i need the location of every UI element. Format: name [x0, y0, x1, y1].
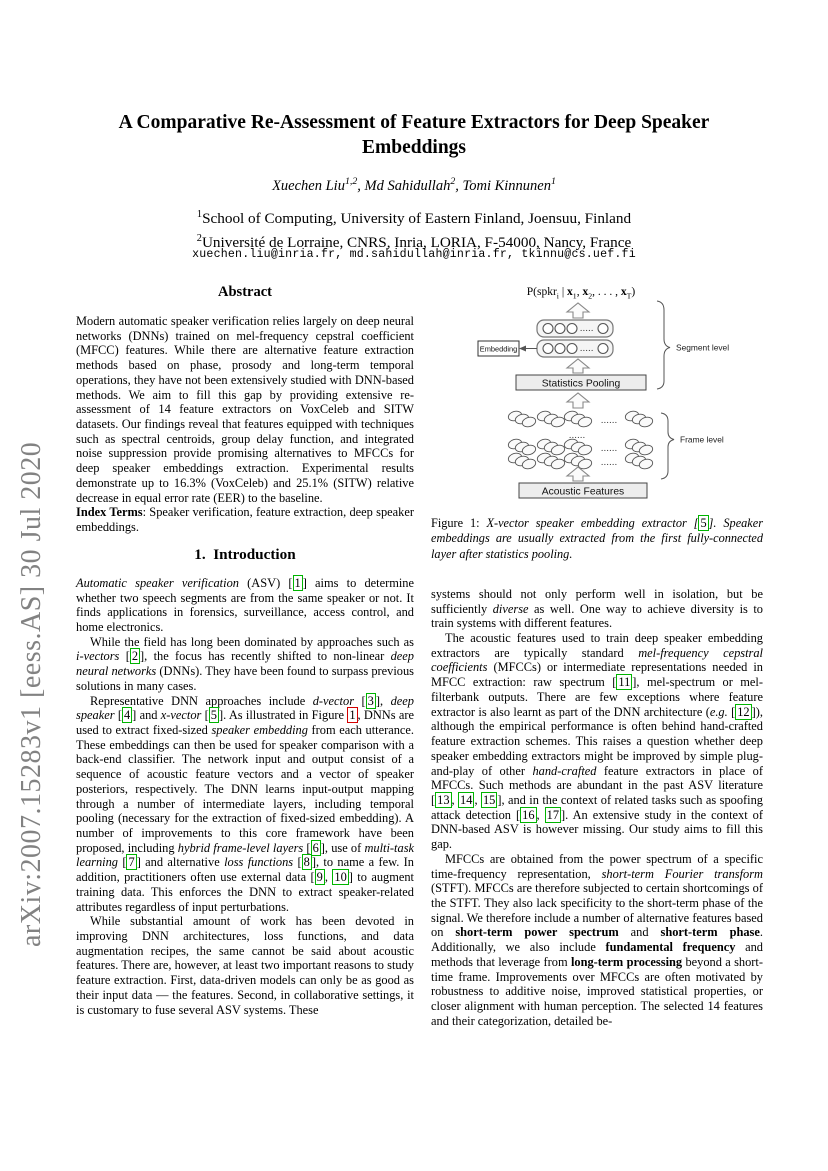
neuron-icon — [567, 344, 577, 354]
text-segment: 1 — [196, 209, 203, 220]
text-segment: e.g. — [709, 704, 728, 719]
text-segment: ], — [375, 693, 391, 708]
text-segment: hand-crafted — [532, 763, 597, 778]
text-segment: , — [324, 870, 333, 885]
text-segment: Automatic speaker verification — [76, 575, 239, 590]
introduction-right-text — [431, 587, 763, 1029]
text-segment: loss functions — [224, 855, 294, 870]
frame-level-label: Frame level — [680, 434, 724, 445]
text-segment: ]. An extensive study in the context of DNN-based ASV is however missing. Our study aims to fill this gap. — [431, 807, 763, 852]
citation-link[interactable]: 12 — [737, 704, 750, 719]
text-segment: x — [582, 286, 589, 298]
paragraph — [76, 914, 414, 1017]
text-segment: short-term phase — [660, 925, 760, 940]
neuron-icon — [543, 344, 553, 354]
text-segment: i-vectors — [76, 649, 120, 664]
paragraph — [76, 505, 414, 534]
text-segment: [ — [118, 855, 127, 870]
text-segment: ]), although the empirical performance is often behind hand-crafted feature extraction schemes. This raises a question whether deep speaker embedding extractors might be improved by simple plug-and-play of other — [431, 704, 763, 778]
text-segment: x — [567, 286, 573, 298]
block-arrow-up-icon — [567, 393, 589, 408]
text-segment: 1 — [572, 291, 577, 301]
text-segment: and — [618, 925, 661, 940]
frame-cluster — [563, 438, 593, 457]
text-segment: ] and — [132, 708, 161, 723]
citation-link[interactable]: 15 — [482, 792, 496, 807]
text-segment: 2 — [450, 176, 456, 187]
text-segment: 1,2 — [344, 176, 358, 187]
right-column — [431, 284, 763, 1028]
xvector-diagram-svg — [431, 284, 764, 508]
text-segment: ], use of — [320, 840, 365, 855]
text-segment: ], the focus has recently shifted to non-linear — [140, 649, 391, 664]
segment-level-brace — [657, 301, 670, 389]
text-segment: [ — [201, 708, 209, 723]
text-segment: P(spkr — [526, 286, 557, 298]
citation-link[interactable]: 3 — [367, 693, 374, 708]
text-segment: [ — [114, 708, 122, 723]
text-segment: While the field has long been dominated by approaches such as — [90, 634, 414, 649]
arxiv-watermark: arXiv:2007.15283v1 [eess.AS] 30 Jul 2020 — [16, 441, 47, 947]
citation-link[interactable]: 13 — [437, 792, 450, 807]
paper-title: A Comparative Re-Assessment of Feature Extractors for Deep Speaker Embeddings — [118, 112, 710, 158]
text-segment: ]. As illustrated in Figure — [219, 708, 348, 723]
section-heading-introduction: 1. Introduction — [194, 545, 296, 563]
neuron-icon — [598, 324, 608, 334]
text-segment: 2 — [588, 291, 593, 301]
citation-link[interactable]: 11 — [618, 675, 631, 690]
arrowhead-left-icon — [519, 346, 526, 352]
citation-link[interactable]: 7 — [128, 855, 135, 870]
text-segment: multi-task learning — [76, 840, 415, 870]
text-segment: X-vector speaker embedding extractor [ — [486, 516, 699, 530]
frame-cluster — [536, 410, 566, 429]
ellipsis-dots: ...... — [601, 415, 618, 425]
neuron-icon — [567, 324, 577, 334]
paragraph — [76, 576, 414, 635]
text-segment: beyond a short-time frame. Improvements over MFCCs are often motivated by robustness to additive noise, improved statistical properties, or closer alignment with human perception. The selected 14 features and their categorization, detailed be- — [431, 954, 763, 1028]
left-column — [76, 284, 414, 1028]
paragraph — [431, 852, 763, 1029]
paragraph — [431, 631, 763, 852]
acoustic-features-label: Acoustic Features — [541, 486, 625, 498]
frame-cluster — [563, 410, 593, 429]
neuron-icon — [555, 324, 565, 334]
frame-cluster — [507, 438, 537, 457]
ellipsis-dots: ...... — [601, 443, 618, 453]
ellipsis-dots: ..... — [580, 323, 594, 333]
text-segment: hybrid frame-level layers — [177, 840, 304, 855]
text-segment: MFCCs are obtained from the power spectrum of a specific time-frequency representation, — [431, 851, 763, 881]
text-segment: deep speaker — [76, 693, 414, 723]
text-segment: as well. One way to achieve diversity is to train systems with different features. — [431, 601, 763, 631]
text-segment: diverse — [492, 601, 529, 616]
frame-cluster — [507, 410, 537, 429]
citation-link[interactable]: 5 — [210, 708, 217, 723]
text-segment: ) — [631, 286, 636, 298]
text-segment: The acoustic features used to train deep speaker embedding extractors are typically standard — [431, 631, 763, 660]
citation-link[interactable]: 2 — [131, 649, 139, 664]
figure1-caption — [431, 516, 763, 562]
paragraph — [76, 694, 414, 915]
text-segment: [ — [293, 855, 302, 870]
text-segment: Figure 1: — [431, 516, 487, 530]
two-column-body — [76, 284, 763, 1028]
text-segment: x-vector — [160, 708, 202, 723]
text-segment: fundamental frequency — [605, 940, 736, 955]
frame-cluster — [507, 452, 537, 471]
text-segment: x — [620, 286, 627, 298]
text-segment: and methods that leverage from — [431, 940, 763, 969]
frame-level-brace — [661, 413, 674, 479]
citation-link[interactable]: 14 — [460, 792, 473, 807]
text-segment: deep neural networks — [76, 649, 414, 679]
text-segment: ], mel-spectrum or mel-filterbank outputs. There are few exceptions where feature extractor is also learnt as part of the DNN architecture ( — [431, 675, 764, 719]
neuron-icon — [555, 344, 565, 354]
abstract-body — [76, 314, 414, 535]
frame-cluster — [624, 410, 654, 429]
text-segment: 2 — [196, 232, 202, 244]
text-segment: d-vector — [312, 693, 355, 708]
text-segment: , — [576, 286, 583, 298]
text-segment: ] and alternative — [136, 855, 225, 870]
text-segment: systems should not only perform well in isolation, but be sufficiently — [431, 586, 763, 616]
neuron-icon — [598, 344, 608, 354]
text-segment: (STFT). MFCCs are therefore subjected to certain shortcomings of the STFT. They also lack specificity to the short-term phase of the signal. We therefore include a number of alternative features based on — [431, 881, 763, 940]
text-segment: (ASV) [ — [238, 575, 293, 590]
text-segment: short-term Fourier transform — [601, 866, 763, 881]
text-segment: School of Computing, University of Eastern Finland, Joensuu, Finland — [202, 210, 632, 228]
text-segment: , Md Sahidullah — [357, 177, 451, 194]
text-segment: , DNNs are used to extract fixed-sized — [76, 708, 414, 737]
citation-link[interactable]: 4 — [123, 708, 131, 723]
text-segment: Xuechen Liu — [272, 177, 345, 194]
block-arrow-up-icon — [567, 359, 589, 373]
text-segment: Modern automatic speaker verification relies largely on deep neural networks (DNNs) trained on mel-frequency cepstral coefficient (MFCC) features. While there are alternative feature extraction methods based on phase, prosody and long-term temporal operations, they have not been extensively studied with DNN-based methods. We aim to fill this gap by providing extensive re-assessment of 14 feature extractors on VoxCeleb and SITW datasets. Our findings reveal that features equipped with techniques such as spectral centroids, group delay function, and integrated noise suppression provide promising alternatives to MFCCs for deep speaker embeddings extraction. Experimental results demonstrate up to 16.3% (VoxCeleb) and 25.1% (SITW) relative decrease in equal error rate (EER) to the baseline. — [76, 314, 414, 505]
neuron-icon — [543, 324, 553, 334]
citation-link[interactable]: 1 — [294, 575, 301, 590]
frame-cluster — [536, 438, 566, 457]
speaker-posterior-formula — [431, 286, 731, 300]
text-segment: long-term processing — [570, 954, 683, 969]
text-segment: ], and in the context of related tasks such as spoofing attack detection [ — [431, 792, 764, 822]
text-segment: , — [474, 792, 481, 807]
text-segment: Index Terms — [76, 505, 143, 520]
abstract-heading: Abstract — [218, 284, 272, 300]
text-segment: While substantial amount of work has been devoted in improving DNN architectures, loss functions, and data augmentation recipes, the same cannot be said about acoustic features. There are, however, at least two important reasons to study feature extraction. First, data-driven models can only be as good as their input data — the features. Second, in collaborative settings, it is customary to fuse several ASV systems. These — [76, 914, 414, 1017]
text-segment: : Speaker verification, feature extraction, deep speaker embeddings. — [76, 505, 414, 535]
text-segment: mel-frequency cepstral coefficients — [431, 645, 763, 675]
text-segment: 1 — [551, 176, 556, 187]
text-segment: (DNNs). They have been found to surpass previous solutions in many cases. — [76, 664, 414, 693]
text-segment: ]. Speaker embeddings are usually extracted from the first fully-connected layer after statistics pooling. — [431, 516, 764, 561]
text-segment: , — [536, 807, 545, 822]
paragraph — [76, 635, 414, 694]
affiliations-block — [71, 205, 757, 252]
text-segment: short-term power spectrum — [455, 925, 619, 940]
affiliation-line-1 — [71, 205, 757, 229]
text-segment: ] aims to determine whether two speech segments are from the same speaker or not. It finds applications in forensics, surveillance, access control, and home electronics. — [76, 575, 414, 634]
text-segment: speaker embedding — [211, 722, 308, 737]
text-segment: T — [626, 291, 632, 301]
text-segment: Representative DNN approaches include — [90, 693, 313, 708]
ellipsis-dots: ...... — [569, 430, 586, 440]
frame-cluster — [536, 452, 566, 471]
text-segment: . Additionally, we also include — [431, 925, 763, 955]
citation-link[interactable]: 16 — [522, 807, 535, 822]
figure-ref-link[interactable]: 1 — [349, 708, 356, 723]
frame-cluster — [624, 438, 654, 457]
embedding-label: Embedding — [479, 344, 518, 354]
text-segment: ], to name a few. In addition, practitioners often use external data [ — [76, 855, 414, 885]
frame-cluster — [624, 452, 654, 471]
text-segment: i — [556, 291, 559, 301]
text-segment: from each utterance. These embeddings can then be used for speaker comparison with a back-end classifier. The network input and output consist of a sequence of acoustic feature vectors and a vector of speaker posteriors, respectively. The DNN learns input-output mapping through a number of intermediate layers, including temporal pooling (necessary for the extraction of fixed-sized embedding). A number of improvements to this core framework have been proposed, including — [76, 722, 414, 855]
paragraph — [431, 587, 763, 631]
author-emails[interactable]: xuechen.liu@inria.fr, md.sahidullah@inria.fr, tkinnu@cs.uef.fi — [192, 248, 636, 261]
text-segment: (MFCCs) or intermediate representations needed in MFCC extraction: raw spectrum [ — [431, 660, 763, 690]
figure1-xvector-diagram — [431, 284, 764, 508]
paragraph — [76, 314, 414, 505]
text-segment: [ — [119, 649, 130, 664]
ellipsis-dots: ...... — [601, 457, 618, 467]
block-arrow-up-icon — [567, 467, 589, 481]
text-segment: Université de Lorraine, CNRS, Inria, LORIA, F-54000, Nancy, France — [201, 233, 632, 251]
text-segment: | — [558, 286, 568, 298]
ellipsis-dots: ..... — [580, 343, 594, 353]
segment-level-label: Segment level — [676, 342, 730, 353]
citation-link[interactable]: 5 — [700, 516, 707, 530]
citation-link[interactable]: 17 — [546, 807, 560, 822]
citation-link[interactable]: 9 — [316, 870, 323, 885]
text-segment: , . . . , — [592, 286, 621, 298]
statistics-pooling-label: Statistics Pooling — [541, 378, 621, 390]
text-segment: , — [451, 792, 459, 807]
citation-link[interactable]: 10 — [334, 870, 347, 885]
text-segment: , Tomi Kinnunen — [455, 177, 551, 194]
text-segment: [ — [354, 693, 366, 708]
text-segment: [ — [727, 704, 736, 719]
block-arrow-up-icon — [567, 303, 589, 318]
citation-link[interactable]: 6 — [312, 840, 319, 855]
citation-link[interactable]: 8 — [303, 855, 310, 870]
text-segment: [ — [303, 840, 311, 855]
introduction-left-text — [76, 576, 414, 1018]
text-segment: feature extractors in place of MFCCs. Such methods are abundant in the past ASV literature [ — [431, 763, 763, 807]
authors-line — [71, 176, 757, 195]
text-segment: ] to augment training data. This enforces the DNN to extract speaker-related attributes regardless of input perturbations. — [76, 870, 414, 914]
